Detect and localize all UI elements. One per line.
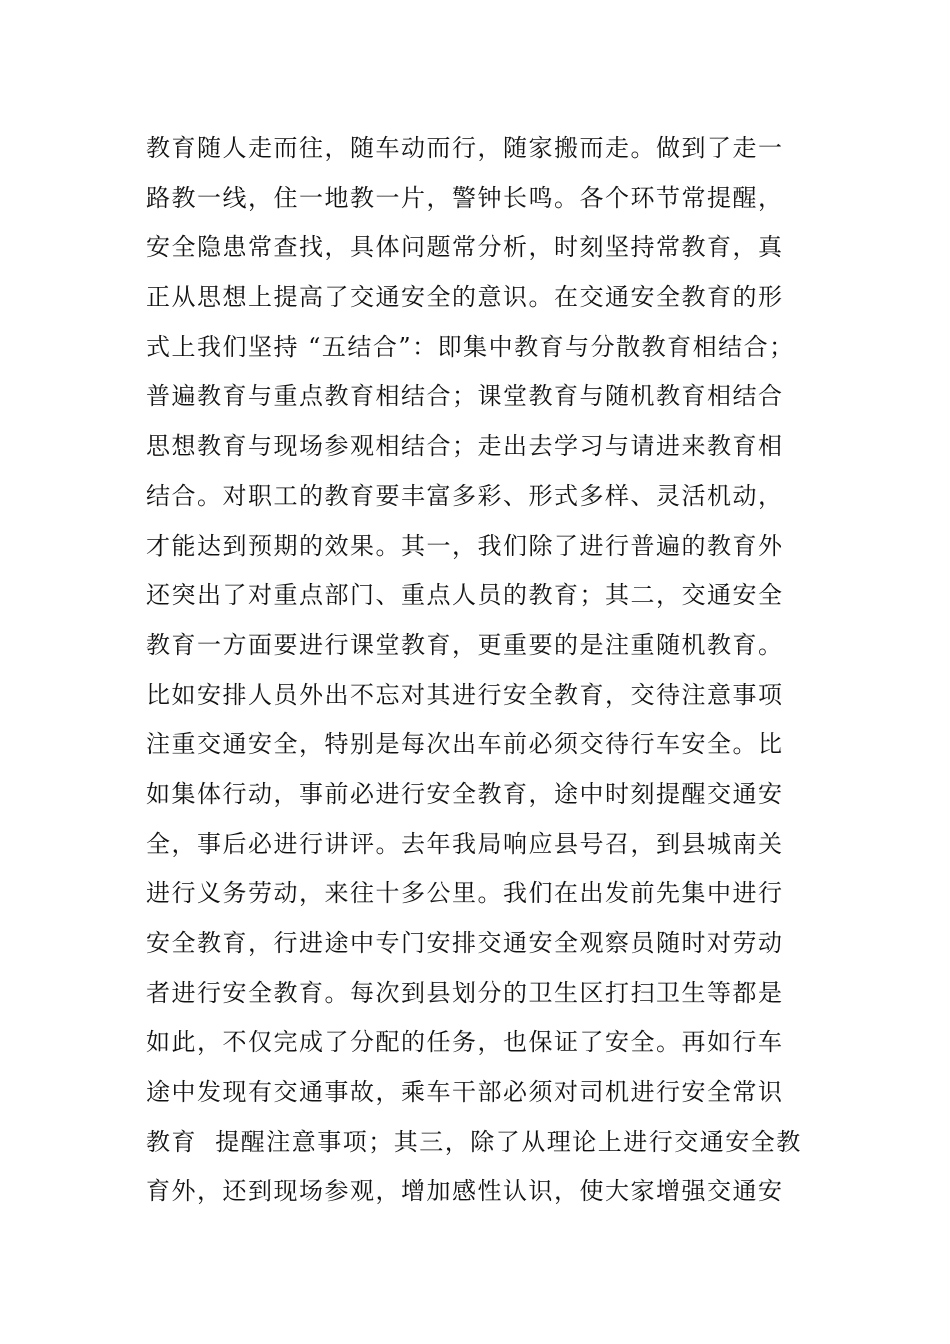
text-line: 全，事后必进行讲评。去年我局响应县号召，到县城南关 bbox=[146, 829, 784, 858]
text-line: 结合。对职工的教育要丰富多彩、形式多样、灵活机动， bbox=[146, 481, 784, 510]
text-line: 如集体行动，事前必进行安全教育，途中时刻提醒交通安 bbox=[146, 779, 784, 808]
text-line: 途中发现有交通事故，乘车干部必须对司机进行安全常识 bbox=[146, 1078, 784, 1107]
text-line: 教育一方面要进行课堂教育，更重要的是注重随机教育。 bbox=[146, 630, 784, 659]
text-line: 注重交通安全，特别是每次出车前必须交待行车安全。比 bbox=[146, 730, 784, 759]
text-line: 路教一线，住一地教一片，警钟长鸣。各个环节常提醒， bbox=[146, 183, 784, 212]
text-line: 还突出了对重点部门、重点人员的教育；其二，交通安全 bbox=[146, 581, 784, 610]
text-line: 普遍教育与重点教育相结合；课堂教育与随机教育相结合 bbox=[146, 382, 784, 411]
text-line: 正从思想上提高了交通安全的意识。在交通安全教育的形 bbox=[146, 283, 784, 312]
text-line: 教育 提醒注意事项；其三，除了从理论上进行交通安全教 bbox=[146, 1127, 802, 1156]
text-line: 教育随人走而往，随车动而行，随家搬而走。做到了走一 bbox=[146, 134, 784, 162]
text-line: 如此，不仅完成了分配的任务，也保证了安全。再如行车 bbox=[146, 1028, 784, 1057]
text-line: 才能达到预期的效果。其一，我们除了进行普遍的教育外 bbox=[146, 531, 784, 560]
text-line: 安全教育，行进途中专门安排交通安全观察员随时对劳动 bbox=[146, 929, 784, 957]
text-line: 式上我们坚持 “五结合”：即集中教育与分散教育相结合； bbox=[146, 332, 795, 361]
text-line: 思想教育与现场参观相结合；走出去学习与请进来教育相 bbox=[146, 432, 784, 461]
text-line: 比如安排人员外出不忘对其进行安全教育，交待注意事项 bbox=[146, 680, 784, 709]
text-line: 育外，还到现场参观，增加感性认识，使大家增强交通安 bbox=[146, 1177, 784, 1206]
body-text bbox=[146, 124, 846, 1217]
text-line: 进行义务劳动，来往十多公里。我们在出发前先集中进行 bbox=[146, 879, 784, 908]
text-line: 安全隐患常查找，具体问题常分析，时刻坚持常教育，真 bbox=[146, 233, 784, 262]
text-line: 者进行安全教育。每次到县划分的卫生区打扫卫生等都是 bbox=[146, 978, 784, 1007]
